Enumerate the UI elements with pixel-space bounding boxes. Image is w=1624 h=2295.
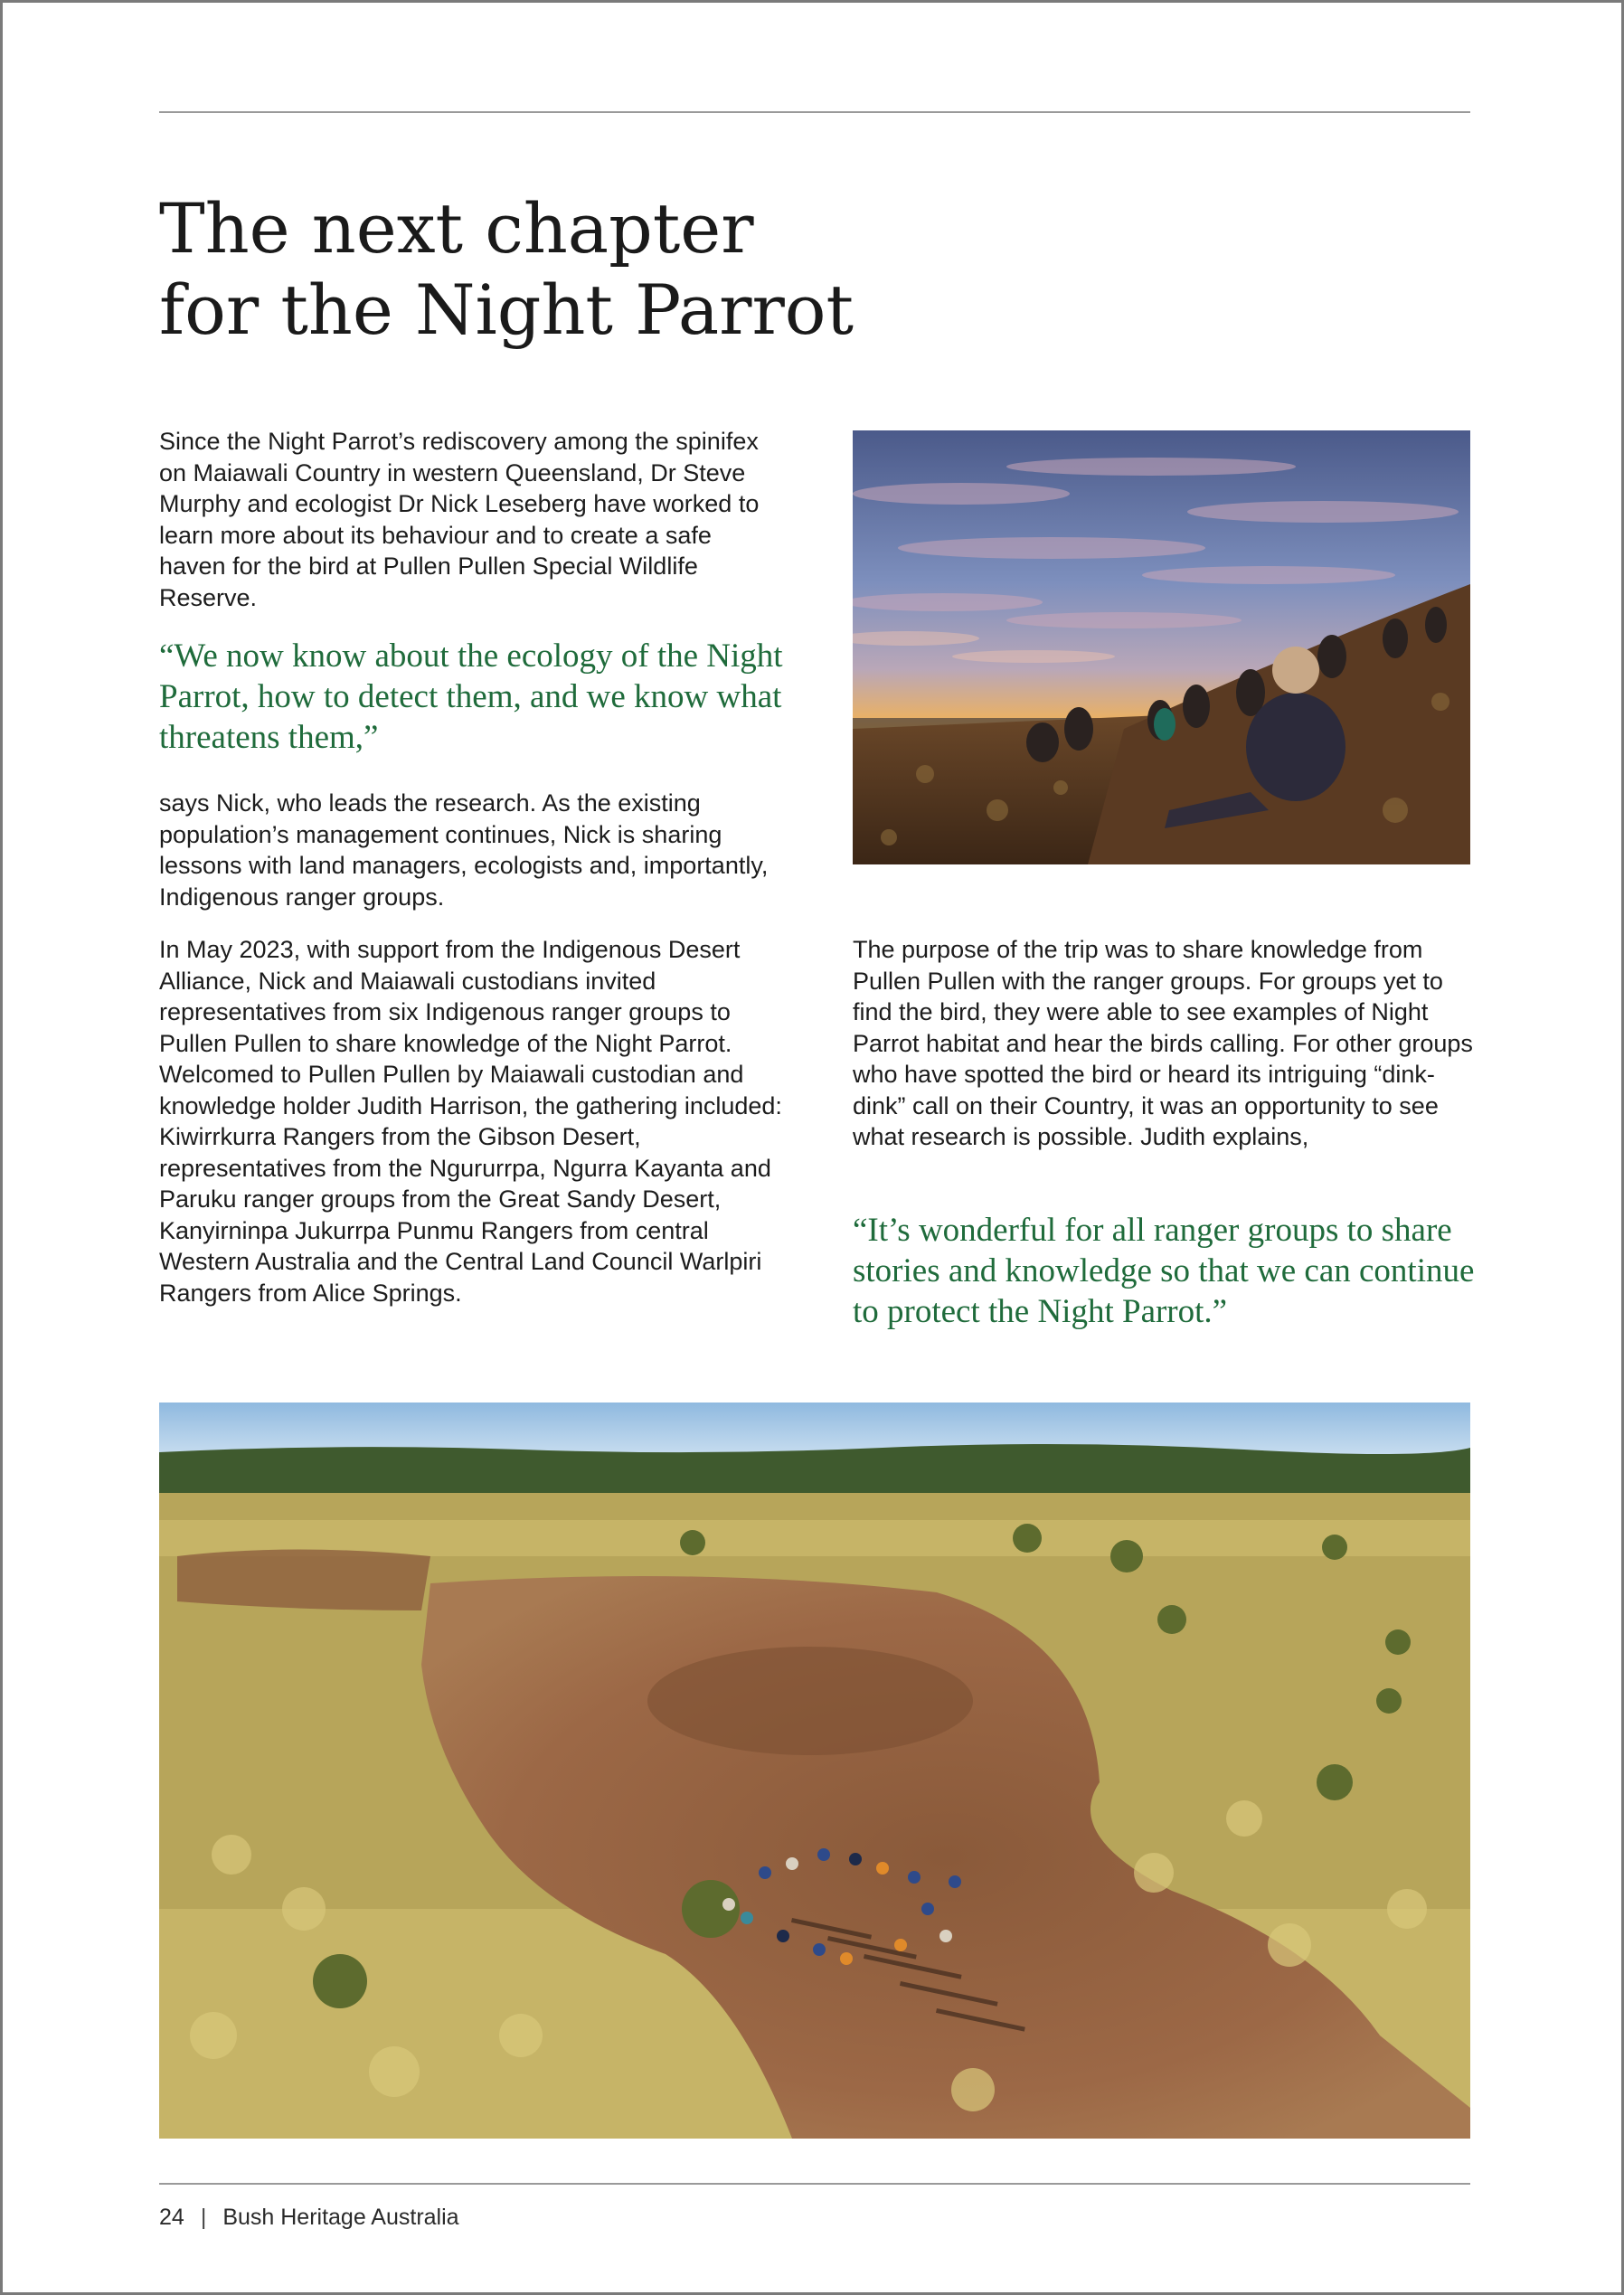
- page-number: 24: [159, 2205, 184, 2230]
- gathering-paragraph: In May 2023, with support from the Indigenous Desert Alliance, Nick and Maiawali custodians invited representatives from six Indigenous ranger groups to Pullen Pullen to share knowledge of the Night Parrot. Welcomed to Pullen Pullen by Maiawali custodian and knowledge holder Judith Harrison, the gathering included: Kiwirrkurra Rangers from the Gibson Desert, representatives from the Ngururrpa, Ngurra Kayanta and Paruku ranger groups from the Great Sandy Desert, Kanyirninpa Jukurrpa Punmu Rangers from central Western Australia and the Central Land Council Warlpiri Rangers from Alice Springs.: [159, 936, 782, 1307]
- footer-separator: |: [200, 2205, 207, 2230]
- purpose-column: [853, 934, 1477, 1153]
- aerial-claypan-photo: [159, 1402, 1470, 2139]
- aerial-photo-illustration: [159, 1402, 1470, 2139]
- purpose-paragraph: The purpose of the trip was to share knowledge from Pullen Pullen with the ranger groups. For groups yet to find the bird, they were able to see examples of Night Parrot habitat and hear the birds calling. For other groups who have spotted the bird or heard its intriguing “dink-dink” call on their Country, it was an opportunity to see what research is possible. Judith explains,: [853, 936, 1473, 1150]
- article-title: [159, 188, 973, 350]
- pull-quote-nick: “We now know about the ecology of the Night Parrot, how to detect them, and we know what threatens them,”: [159, 638, 783, 756]
- bottom-divider: [159, 2183, 1470, 2185]
- intro-paragraph: Since the Night Parrot’s rediscovery among the spinifex on Maiawali Country in western Queensland, Dr Steve Murphy and ecologist Dr Nick Leseberg have worked to learn more about its behaviour and to create a safe haven for the bird at Pullen Pullen Special Wildlife Reserve.: [159, 428, 760, 611]
- sunset-photo-illustration: [853, 430, 1470, 864]
- pull-quote-judith: “It’s wonderful for all ranger groups to share stories and knowledge so that we can continue to protect the Night Parrot.”: [853, 1212, 1475, 1330]
- title-line-2: for the Night Parrot: [159, 269, 854, 350]
- gathering-column: [159, 934, 792, 1308]
- sunset-rangers-photo: [853, 430, 1470, 864]
- title-line-1: The next chapter: [159, 188, 754, 269]
- research-column: [159, 788, 783, 912]
- publication-name: Bush Heritage Australia: [222, 2205, 459, 2230]
- intro-column: [159, 426, 783, 613]
- research-paragraph: says Nick, who leads the research. As the existing population’s management continues, Nick is sharing lessons with land managers, ecologists and, importantly, Indigenous ranger groups.: [159, 789, 769, 911]
- top-divider: [159, 111, 1470, 113]
- page-footer: [159, 2205, 459, 2231]
